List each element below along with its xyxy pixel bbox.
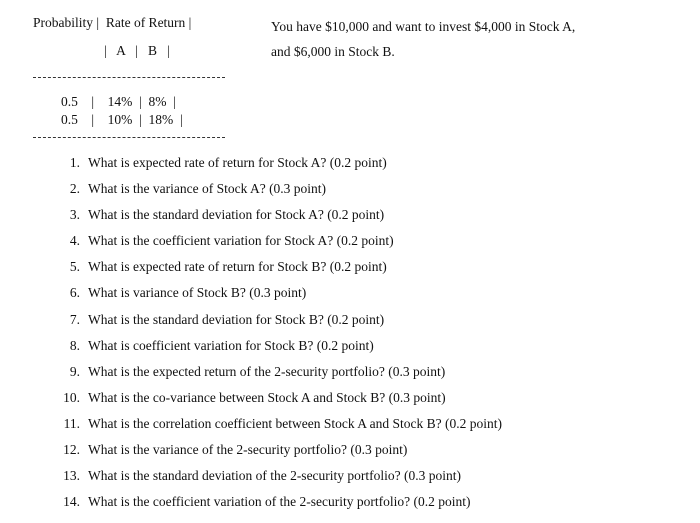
table-row-2: 0.5 | 10% | 18% | xyxy=(61,112,183,127)
question-text: What is the co-variance between Stock A and Stock B? (0.3 point) xyxy=(88,389,446,405)
question-number: 14. xyxy=(63,494,80,510)
table-header-line2: | A | B | xyxy=(104,43,170,58)
question-item xyxy=(50,389,502,415)
intro-line1: You have $10,000 and want to invest $4,000 in Stock A, xyxy=(271,19,576,34)
question-text: What is the variance of Stock A? (0.3 point) xyxy=(88,181,327,197)
question-text: What is coefficient variation for Stock B? (0.2 point) xyxy=(88,337,374,353)
question-item xyxy=(50,284,502,310)
question-number: 4. xyxy=(69,233,80,249)
question-text: What is the standard deviation for Stock B? (0.2 point) xyxy=(88,311,385,327)
question-item xyxy=(50,232,502,258)
question-text: What is the variance of the 2-security portfolio? (0.3 point) xyxy=(88,442,408,458)
question-number: 6. xyxy=(69,285,80,301)
question-number: 2. xyxy=(69,181,80,197)
question-text: What is the standard deviation of the 2-security portfolio? (0.3 point) xyxy=(88,468,462,484)
question-number: 12. xyxy=(63,442,80,458)
table-header-line1: Probability | Rate of Return | xyxy=(33,15,192,30)
question-item xyxy=(50,493,502,519)
question-number: 3. xyxy=(69,207,80,223)
intro-line2: and $6,000 in Stock B. xyxy=(271,44,395,59)
question-item xyxy=(50,311,502,337)
question-number: 11. xyxy=(63,415,80,431)
question-text: What is the correlation coefficient between Stock A and Stock B? (0.2 point) xyxy=(88,415,503,431)
question-number: 1. xyxy=(69,155,80,170)
question-number: 13. xyxy=(63,468,80,484)
question-list xyxy=(50,154,502,519)
question-number: 7. xyxy=(69,311,80,327)
question-number: 10. xyxy=(63,389,80,405)
question-text: What is the expected return of the 2-security portfolio? (0.3 point) xyxy=(88,363,446,379)
question-item xyxy=(50,467,502,493)
table-divider-bottom xyxy=(33,137,225,138)
question-item xyxy=(50,258,502,284)
question-text: What is the coefficient variation for Stock A? (0.2 point) xyxy=(88,233,394,249)
question-number: 8. xyxy=(69,337,80,353)
question-item xyxy=(50,363,502,389)
table-row-1: 0.5 | 14% | 8% | xyxy=(61,94,176,109)
question-text: What is expected rate of return for Stock B? (0.2 point) xyxy=(88,259,387,275)
question-item xyxy=(50,415,502,441)
question-item xyxy=(50,154,502,180)
question-item xyxy=(50,441,502,467)
question-item xyxy=(50,180,502,206)
table-divider-top xyxy=(33,77,225,78)
question-text: What is expected rate of return for Stock A? (0.2 point) xyxy=(88,155,387,170)
question-text: What is variance of Stock B? (0.3 point) xyxy=(88,285,307,301)
question-text: What is the coefficient variation of the 2-security portfolio? (0.2 point) xyxy=(88,494,471,510)
question-text: What is the standard deviation for Stock A? (0.2 point) xyxy=(88,207,385,223)
question-item xyxy=(50,337,502,363)
question-item xyxy=(50,206,502,232)
question-number: 5. xyxy=(69,259,80,275)
question-number: 9. xyxy=(69,363,80,379)
